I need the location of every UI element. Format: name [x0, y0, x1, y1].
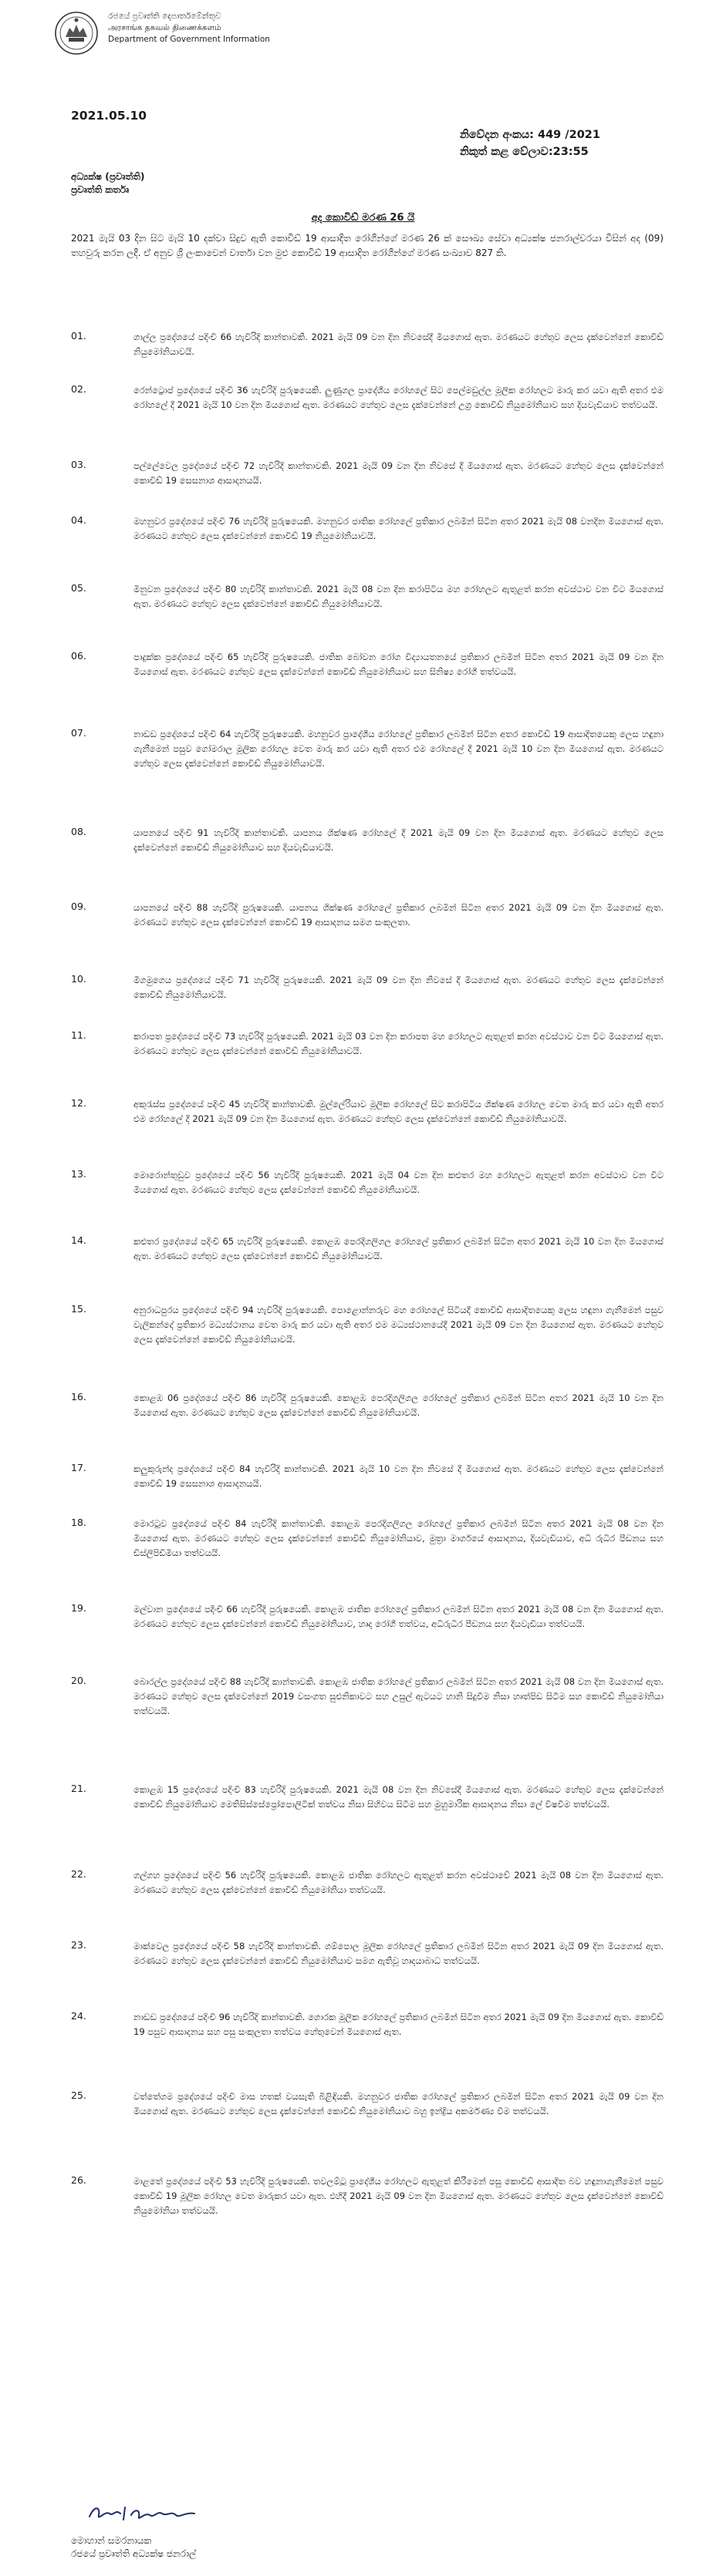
item-number: 15.: [71, 1303, 86, 1315]
item-number: 16.: [71, 1391, 86, 1402]
item-text: මහනුවර ප්‍රදේශයේ පදිංචි 76 හැවිරිදි පුරුෂයෙකි. මහනුවර ජාතික රෝහලේ ප්‍රතිකාර ලබමින් සිටින අතර 2021 මැයි 08 වනදින මියගොස් ඇත. මරණයට හේතුව ලෙස දැක්වෙන්නේ කොවිඩ් 19 නියුමෝනියාවයි.: [133, 516, 664, 541]
item-text: මොරටුව ප්‍රදේශයේ පදිංචි 84 හැවිරිදි කාන්තාවකි. කොළඹ පෙරදිගලිගල රෝහලේ ප්‍රතිකාර ලබමින් සිටින අතර 2021 මැයි 08 වන දින මියගොස් ඇත. මරණයට හේතුව ලෙස දැක්වෙන්නේ කොවිඩ් නියුමෝනියාව, මුත්‍රා මාර්ගයේ ආසාදනය, දියවැඩියාව, අධි රුධිර පීඩනය සහ ඩිස්ලිපිඩිමියා තත්වයයි.: [133, 1518, 664, 1558]
item-number: 07.: [71, 727, 86, 739]
item-text: පාදුක්ක ප්‍රදේශයේ පදිංචි 65 හැවිරිදි පුරුෂයෙකි. ජාතික බෝවන රෝග විද්‍යායතනයේ ප්‍රතිකාර ලබමින් සිටින අතර 2021 මැයි 09 වන දින මියගොස් ඇත. මරණයට හේතුව ලෙස දැක්වෙන්නේ කොවිඩ් නියුමෝනියාව සහ සිනිෂ්‍ය රෝගී තත්වයයි.: [133, 652, 664, 677]
item-text: නාඩඩ ප්‍රදේශයේ පදිංචි 64 හැවිරිදි පුරුෂයෙකි. මහනුවර ප්‍රාදේශීය රෝහලේ ප්‍රතිකාර ලබමින් සිටින අතර කොවිඩ් 19 ආසාදිතයෙකු ලෙස හඳුනා ගැනීමෙන් පසුව ගෝමරාල මූලික රෝහල වෙත මාරු කර යවා ඇති අතර එම රෝහලේ දී 2021 මැයි 10 වන දින මියගොස් ඇත. මරණයට හේතුව ලෙස දැක්වෙන්නේ කොවිඩ් නියුමෝනියාවයි.: [133, 729, 664, 769]
item-number: 20.: [71, 1675, 86, 1686]
letterhead-line-sinhala: රජයේ ප්‍රවෘත්ති දෙපාර්තමේන්තුව: [108, 12, 221, 21]
item-text: බොරල්ල ප්‍රදේශයේ පදිංචි 88 හැවිරිදි කාන්තාවකි. කොළඹ ජාතික රෝහලේ ප්‍රතිකාර ලබමින් සිටින අතර 2021 මැයි 08 වන දින මියගොස් ඇත. මරණයට හේතුව ලෙස දැක්වෙන්නේ 2019 වසංගත සුළුනිකාවට සහ උසුල් ඇටයට හානි සිදුවීම නිසා හෘත්පිඩ සිටීම සහ කොවිඩ් නියුමෝනියා තත්වයයි.: [133, 1676, 664, 1716]
item-number: 05.: [71, 582, 86, 594]
item-text: ගල්ගහ ප්‍රදේශයේ පදිංචි 56 හැවිරිදි පුරුෂයෙකි. කොළඹ ජාතික රෝහලට ඇතුළත් කරන අවස්ථාවේ 2021 මැයි 08 වන දින මියගොස් ඇත. මරණයට හේතුව ලෙස දැක්වෙන්නේ කොවිඩ් නියුමෝනියා තත්වයයි.: [133, 1870, 664, 1895]
item-text: කොළඹ 06 ප්‍රදේශයේ පදිංචි 86 හැවිරිදි පුරුෂයෙකි. කොළඹ පෙරදිගලිගල රෝහලේ ප්‍රතිකාර ලබමින් සිටින අතර 2021 මැයි 10 වන දින මියගොස් ඇත. මරණයට හේතුව ලෙස දැක්වෙන්නේ කොවිඩ් නියුමෝනියාවයි.: [133, 1392, 664, 1418]
signatory-name: මොහාන් සමරනායක: [71, 2535, 152, 2546]
item-number: 17.: [71, 1462, 86, 1473]
item-number: 12.: [71, 1097, 86, 1109]
item-text: පල්ලේවෙල ප්‍රදේශයේ පදිංචි 72 හැවිරිදි කාන්තාවකි. 2021 මැයි 09 වන දින නිවසේ දී මියගොස් ඇත. මරණයට හේතුව ලෙස දැක්වෙන්නේ කොවිඩ් 19 සෙසනාශ ආසාදනයයි.: [133, 460, 664, 486]
item-text: කරාපත ප්‍රදේශයේ පදිංචි 73 හැවිරිදි පුරුෂයෙකි. 2021 මැයි 03 වන දින කරාපත මහ රෝහලට ඇතුළත් කරන අවස්ථාව වන විට මියගොස් ඇත. මරණයට හේතුව ලෙස දැක්වෙන්නේ කොවිඩ් නියුමෝනියාවයි.: [133, 1031, 664, 1056]
item-number: 10.: [71, 973, 86, 985]
item-number: 09.: [71, 901, 86, 912]
item-number: 13.: [71, 1168, 86, 1180]
release-reference: [460, 126, 600, 160]
item-number: 26.: [71, 2174, 86, 2186]
item-number: 18.: [71, 1517, 86, 1528]
item-number: 06.: [71, 650, 86, 662]
item-text: අනුරාධපුරය ප්‍රදේශයේ පදිංචි 94 හැවිරිදි පුරුෂයෙකි. පොළොන්නරුව මහ රෝහලේ සිටියදී කොවිඩ් ආසාදිතයෙකු ලෙස හඳුනා ගැනීමෙන් පසුව වැලිකන්දේ ප්‍රතිකාර මධ්‍යස්ථානය වෙත මාරු කර යවා ඇති අතර එම මධ්‍යස්ථානයේදී 2021 මැයි 09 වන දින මියගොස් ඇත. මරණයට හේතුව ලෙස දැක්වෙන්නේ කොවිඩ් නියුමෝනියාවයි.: [133, 1305, 664, 1345]
item-text: මාක්වෙල ප්‍රදේශයේ පදිංචි 58 හැවිරිදි කාන්තාවකි. ගම්පොල මූලික රෝහලේ ප්‍රතිකාර ලබමින් සිටින අතර 2021 මැයි 09 දින මියගොස් ඇත. මරණයට හේතුව ලෙස දැක්වෙන්නේ කොවිඩ් නියුමෝනියාව සමග ඇතිවූ හෘදයාබාධ තත්වයයි.: [133, 1941, 664, 1966]
intro-paragraph: 2021 මැයි 03 දින සිට මැයි 10 දක්වා සිදුව ඇති කොවිඩ් 19 ආසාදිත රෝගීන්ගේ මරණ 26 ක් සෞඛ්‍ය සේවා අධ්‍යක්ෂ ජනරාල්වරයා විසින් අද (09) තහවුරු කරන ලදී. ඒ අනුව ශ්‍රී ලංකාවෙන් වාර්තා වන මුළු කොවිඩ් 19 ආසාදිත රෝගීන්ගේ මරණ සංඛ්‍යාව 827 කි.: [71, 233, 664, 258]
release-time: නිකුත් කළ වේලාව:23:55: [460, 146, 589, 158]
item-text: ගාල්ල ප්‍රදේශයේ පදිංචි 66 හැවිරිදි කාන්තාවකි. 2021 මැයි 09 වන දින නිවසේදී මියගොස් ඇත. මරණයට හේතුව ලෙස දැක්වෙන්නේ කොවිඩ් නියුමෝනියාවයි.: [133, 332, 664, 357]
release-number: නිවේදන අංකය: 449 /2021: [460, 129, 600, 141]
item-number: 24.: [71, 2010, 86, 2022]
letterhead-line-tamil: அரசாங்க தகவல் திணைக்களம்: [108, 23, 221, 32]
item-text: කළුතර ප්‍රදේශයේ පදිංචි 65 හැවිරිදි පුරුෂයෙකි. කොළඹ පෙරදිගලිගල රෝහලේ ප්‍රතිකාර ලබමින් සිටින අතර 2021 මැයි 10 වන දින මියගොස් ඇත. මරණයට හේතුව ලෙස දැක්වෙන්නේ කොවිඩ් නියුමෝනියාවයි.: [133, 1236, 664, 1261]
sri-lanka-emblem-icon: [54, 11, 99, 56]
item-text: යාපනයේ පදිංචි 91 හැවිරිදි කාන්තාවකි. යාපනය ශික්ෂණ රෝහලේ දී 2021 මැයි 09 වන දින මියගොස් ඇත. මරණයට හේතුව ලෙස දැක්වෙන්නේ කොවිඩ් නියුමෝනියාව සහ දියවැඩියාවයි.: [133, 827, 664, 853]
handwritten-signature-icon: [86, 2504, 202, 2524]
addressee-line: ප්‍රවෘත්ති කර්තෘ: [71, 184, 130, 195]
item-number: 08.: [71, 826, 86, 837]
item-number: 22.: [71, 1868, 86, 1880]
item-text: කලුකුරුන්ද ප්‍රදේශයේ පදිංචි 84 හැවිරිදි කාන්තාවකි. 2021 මැයි 10 වන දින නිවසේ දී මියගොස් ඇත. මරණයට හේතුව ලෙස දැක්වෙන්නේ කොවිඩ් 19 සෙසනාශ ආසාදනයයි.: [133, 1463, 664, 1489]
item-text: මිනුවන ප්‍රදේශයේ පදිංචි 80 හැවිරිදි කාන්තාවකි. 2021 මැයි 08 වන දින කරාපිටිය මහ රෝහලට ඇතුළත් කරන අවස්ථාව වන විට මියගොස් ඇත. මරණයට හේතුව ලෙස දැක්වෙන්නේ කොවිඩ් නියුමෝනියාවයි.: [133, 584, 664, 609]
item-number: 23.: [71, 1939, 86, 1951]
addressee: [71, 170, 144, 197]
item-text: මොරොන්තුඩුව ප්‍රදේශයේ පදිංචි 56 හැවිරිදි පුරුෂයෙකි. 2021 මැයි 04 වන දින කළුතර මහ රෝහලට ඇතුළත් කරන අවස්ථාව වන විට මියගොස් ඇත. මරණයට හේතුව ලෙස දැක්වෙන්නේ කොවිඩ් නියුමෝනියාවයි.: [133, 1170, 664, 1195]
item-text: මීගමුගෙය ප්‍රදේශයේ පදිංචි 71 හැවිරිදි පුරුෂයෙකි. 2021 මැයි 09 වන දින නිවසේ දී මියගොස් ඇත. මරණයට හේතුව ලෙස දැක්වෙන්නේ කොවිඩ් නියුමෝනියාවයි.: [133, 975, 664, 1000]
item-text: යාපනයේ පදිංචි 88 හැවිරිදි පුරුෂයෙකි. යාපනය ශික්ෂණ රෝහලේ ප්‍රතිකාර ලබමින් සිටින අතර 2021 මැයි 09 වන දින මියගොස් ඇත. මරණයට හේතුව ලෙස දැක්වෙන්නේ කොවිඩ් 19 ආසාදනය සමග සංකූලතා.: [133, 902, 664, 928]
item-text: වත්තේගම ප්‍රදේශයේ පදිංචි මාස හතක් වයසැති බිළිඳියකි. මහනුවර ජාතික රෝහලේ ප්‍රතිකාර ලබමින් සිටින අතර 2021 මැයි 09 වන දින මියගොස් ඇත. මරණයට හේතුව ලෙස දැක්වෙන්නේ කොවිඩ් නියුමෝනියාව බහු ඉන්ද්‍රිය අකර්මණ්‍ය වීම තත්වයයි.: [133, 2091, 664, 2116]
subject-heading: අද කොවිඩ් මරණ 26 යි: [311, 212, 415, 224]
item-text: නාඩඩ ප්‍රදේශයේ පදිංචි 96 හැවිරිදි කාන්තාවකි. ගොරක මූලික රෝහලේ ප්‍රතිකාර ලබමින් සිටින අතර 2021 මැයි 09 දින මියගොස් ඇත. කොවිඩ් 19 පසුව ආසාදනය සහ පසු සංකූලතා තත්වය හේතුවෙන් මියගොස් ඇත.: [133, 2012, 664, 2037]
item-number: 11.: [71, 1029, 86, 1041]
item-text: රෙන්ට්‍රොප් ප්‍රදේශයේ පදිංචි 36 හැවිරිදි පුරුෂයෙකි. ලුණුගල ප්‍රාදේශීය රෝහලේ සිට පෙල්මඩුල්ල මූලික රෝහලට මාරු කර යවා ඇති අතර එම රෝහලේ දී 2021 මැයි 10 වන දින මියගොස් ඇත. මරණයට හේතුව ලෙස දැක්වෙන්නේ උග්‍ර කොවිඩ් නියුමෝනියාව සහ දියවැඩියාව තත්වයයි.: [133, 385, 664, 410]
item-number: 25.: [71, 2089, 86, 2101]
signatory: [71, 2534, 196, 2561]
signatory-title: රජයේ ප්‍රවෘත්ති අධ්‍යක්ෂ ජනරාල්: [71, 2548, 197, 2559]
department-letterhead: [108, 11, 270, 45]
item-text: අකුරැස්ස ප්‍රදේශයේ පදිංචි 45 හැවිරිදි කාන්තාවකි. මුල්ලේරියාව මූලික රෝහලේ සිට කරාපිටිය ශික්ෂණ රෝහල වෙත මාරු කර යවා ඇති අතර එම රෝහලේ දී 2021 මැයි 09 වන දින මියගොස් ඇත. මරණයට හේතුව ලෙස දැක්වෙන්නේ කොවිඩ් නියුමෝනියාවයි.: [133, 1099, 664, 1124]
item-number: 01.: [71, 330, 86, 342]
item-number: 02.: [71, 383, 86, 395]
item-text: මාළතේ ප්‍රදේශයේ පදිංචි 53 හැවිරිදි පුරුෂයෙකි. තවලම්ටූ ප්‍රාදේශීය රෝහලට ඇතුළත් කිරීමෙන් පසු කොවිඩ් ආසාදිත බව හඳුනාගැනීමෙන් පසුව කොවිඩ් 19 මූලික රෝහල වෙත මාරුකර යවා ඇත. එහිදී 2021 මැයි 09 වන දින මියගොස් ඇත. මරණයට හේතුව ලෙස දැක්වෙන්නේ කොවිඩ් නියුමෝනියා තත්වයයි.: [133, 2176, 664, 2216]
item-number: 21.: [71, 1783, 86, 1794]
item-number: 03.: [71, 459, 86, 470]
addressee-line: අධ්‍යක්ෂ (ප්‍රවෘත්ති): [71, 171, 145, 182]
item-number: 19.: [71, 1602, 86, 1614]
item-text: කොළඹ 15 ප්‍රදේශයේ පදිංචි 83 හැවිරිදි පුරුෂයෙකි. 2021 මැයි 08 වන දින නිවසේදී මියගොස් ඇත. මරණයට හේතුව ලෙස දැක්වෙන්නේ කොවිඩ් නියුමෝනියාව මෙතිසිස්සේප්‍රෝපොලිටික් තත්වය නිසා සිහිවය සිටීම සහ මුහුමාරික ආසාදනය නිසා ලේ විෂවීම තත්වයයි.: [133, 1784, 664, 1810]
release-date: 2021.05.10: [71, 109, 147, 123]
letterhead-line-english: Department of Government Information: [108, 35, 270, 44]
item-number: 14.: [71, 1234, 86, 1246]
item-text: මල්වාන ප්‍රදේශයේ පදිංචි 66 හැවිරිදි පුරුෂයෙකි. කොළඹ ජාතික රෝහලේ ප්‍රතිකාර ලබමින් සිටින අතර 2021 මැයි 08 වන දින මියගොස් ඇත. මරණයට හේතුව ලෙස දැක්වෙන්නේ කොවිඩ් නියුමෝනියාව, හෘද රෝගී තත්වය, අධිරුධිර පීඩනය සහ දියවැඩියා තත්වයයි.: [133, 1604, 664, 1629]
item-number: 04.: [71, 514, 86, 526]
